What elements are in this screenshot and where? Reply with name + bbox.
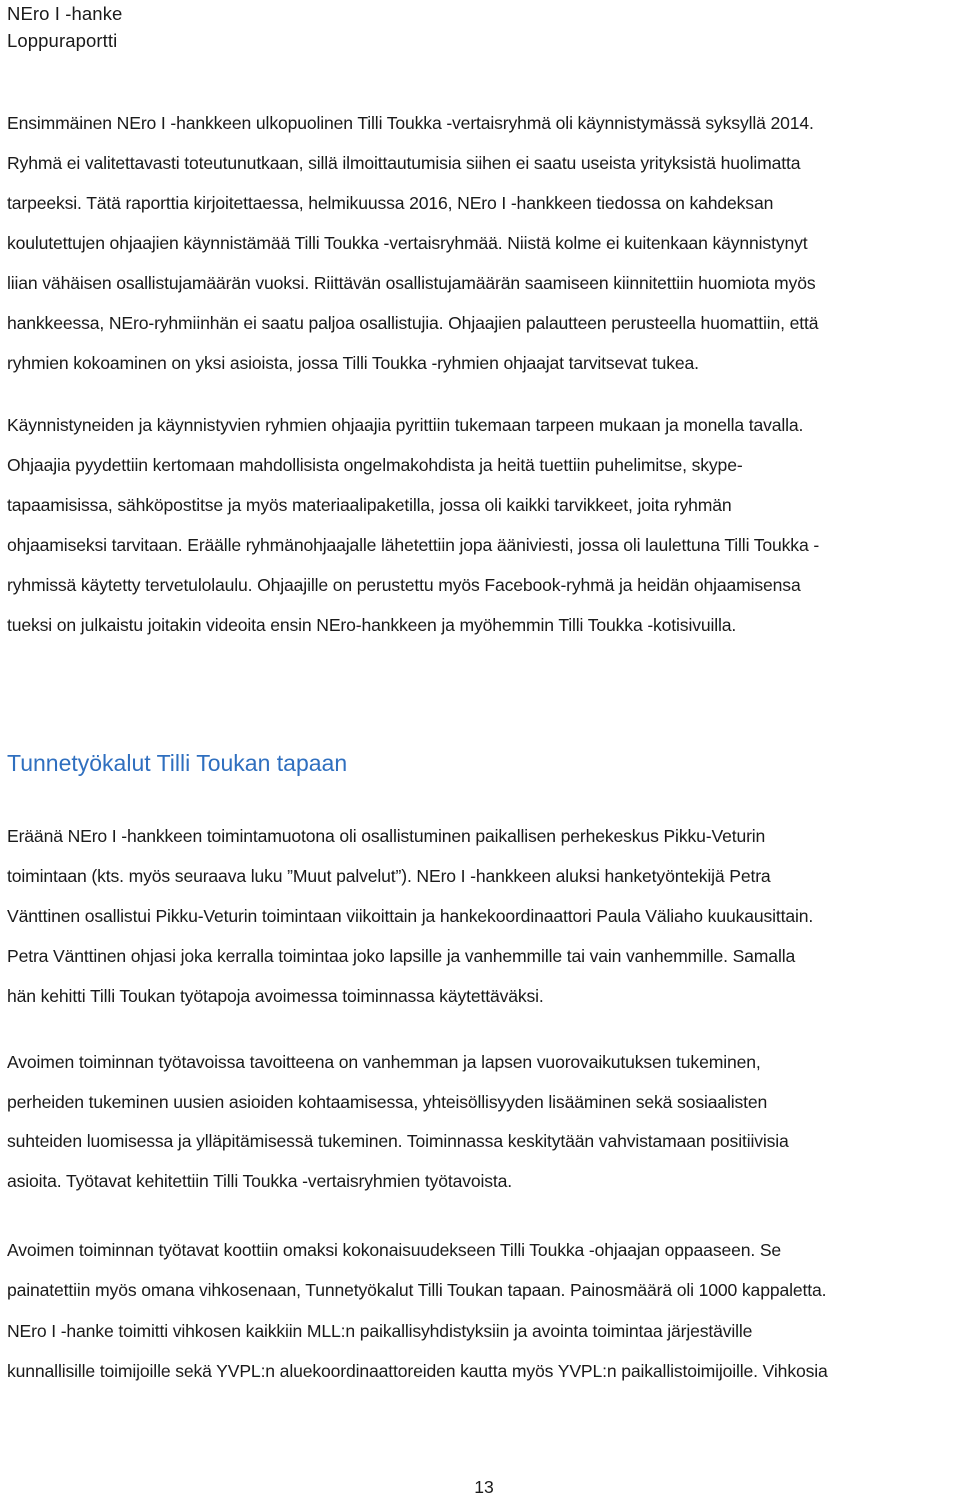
text-line: liian vähäisen osallistujamäärän vuoksi. Riittävän osallistujamäärän saamiseen kiinnitettiin huomiota myös xyxy=(7,273,816,293)
text-line: hankkeessa, NEro-ryhmiinhän ei saatu paljoa osallistujia. Ohjaajien palautteen perusteella huomattiin, että xyxy=(7,313,819,333)
text-line: suhteiden luomisessa ja ylläpitämisessä tukeminen. Toiminnassa keskitytään vahvistamaan positiivisia xyxy=(7,1131,789,1151)
text-line: ohjaamiseksi tarvitaan. Eräälle ryhmänohjaajalle lähetettiin jopa ääniviesti, jossa oli laulettuna Tilli Toukka - xyxy=(7,535,820,555)
section-heading: Tunnetyökalut Tilli Toukan tapaan xyxy=(7,750,348,776)
text-line: Ohjaajia pyydettiin kertomaan mahdollisista ongelmakohdista ja heitä tuettiin puhelimitse, skype- xyxy=(7,455,743,475)
text-line: kunnallisille toimijoille sekä YVPL:n aluekoordinaattoreiden kautta myös YVPL:n paikallistoimijoille. Vihkosia xyxy=(7,1360,828,1381)
text-line: tarpeeksi. Tätä raporttia kirjoitettaessa, helmikuussa 2016, NEro I -hankkeen tiedossa on kahdeksan xyxy=(7,193,774,213)
paragraph-supervisor-support xyxy=(7,405,819,645)
paragraph-open-activity-goals xyxy=(7,1043,789,1201)
paragraph-pikku-veturi xyxy=(7,816,813,1016)
text-line: Eräänä NEro I -hankkeen toimintamuotona oli osallistuminen paikallisen perhekeskus Pikku-Veturin xyxy=(7,826,766,846)
page-header xyxy=(7,0,122,54)
text-line: perheiden tukeminen uusien asioiden kohtaamisessa, yhteisöllisyyden lisääminen sekä sosiaalisten xyxy=(7,1091,768,1112)
text-line: Käynnistyneiden ja käynnistyvien ryhmien ohjaajia pyrittiin tukemaan tarpeen mukaan ja monella tavalla. xyxy=(7,415,804,435)
header-report-type: Loppuraportti xyxy=(7,30,118,51)
text-line: koulutettujen ohjaajien käynnistämää Tilli Toukka -vertaisryhmää. Niistä kolme ei kuitenkaan käynnistynyt xyxy=(7,233,808,253)
paragraph-peer-groups xyxy=(7,103,818,383)
text-line: toimintaan (kts. myös seuraava luku ”Muut palvelut”). NEro I -hankkeen aluksi hanketyöntekijä Petra xyxy=(7,866,771,886)
text-line: Avoimen toiminnan työtavat koottiin omaksi kokonaisuudekseen Tilli Toukka -ohjaajan oppaaseen. Se xyxy=(7,1240,782,1260)
text-line: NEro I -hanke toimitti vihkosen kaikkiin MLL:n paikallisyhdistyksiin ja avointa toimintaa järjestäville xyxy=(7,1320,753,1341)
header-project-name: NEro I -hanke xyxy=(7,3,123,24)
text-line: painatettiin myös omana vihkosenaan, Tunnetyökalut Tilli Toukan tapaan. Painosmäärä oli 1000 kappaletta. xyxy=(7,1280,827,1301)
text-line: tapaamisissa, sähköpostitse ja myös materiaalipaketilla, jossa oli kaikki tarvikkeet, joita ryhmän xyxy=(7,495,732,515)
text-line: asioita. Työtavat kehitettiin Tilli Toukka -vertaisryhmien työtavoista. xyxy=(7,1170,513,1191)
text-line: Petra Vänttinen ohjasi joka kerralla toimintaa joko lapsille ja vanhemmille tai vain vanhemmille. Samalla xyxy=(7,946,796,966)
text-line: ryhmissä käytetty tervetulolaulu. Ohjaajille on perustettu myös Facebook-ryhmä ja heidän ohjaamisensa xyxy=(7,575,801,595)
text-line: ryhmien kokoaminen on yksi asioista, jossa Tilli Toukka -ryhmien ohjaajat tarvitsevat tukea. xyxy=(7,353,699,373)
text-line: hän kehitti Tilli Toukan työtapoja avoimessa toiminnassa käytettäväksi. xyxy=(7,986,544,1006)
text-line: Vänttinen osallistui Pikku-Veturin toimintaan viikoittain ja hankekoordinaattori Paula Väliaho kuukausittain. xyxy=(7,906,814,926)
text-line: Avoimen toiminnan työtavoissa tavoitteena on vanhemman ja lapsen vuorovaikutuksen tukeminen, xyxy=(7,1052,761,1072)
text-line: Ryhmä ei valitettavasti toteutunutkaan, sillä ilmoittautumisia siihen ei saatu useista yrityksistä huolimatta xyxy=(7,153,801,173)
text-line: tueksi on julkaistu joitakin videoita ensin NEro-hankkeen ja myöhemmin Tilli Toukka -kotisivuilla. xyxy=(7,615,737,635)
paragraph-booklet xyxy=(7,1230,828,1391)
text-line: Ensimmäinen NEro I -hankkeen ulkopuolinen Tilli Toukka -vertaisryhmä oli käynnistymässä syksyllä 2014. xyxy=(7,113,814,133)
page-number: 13 xyxy=(474,1477,494,1497)
